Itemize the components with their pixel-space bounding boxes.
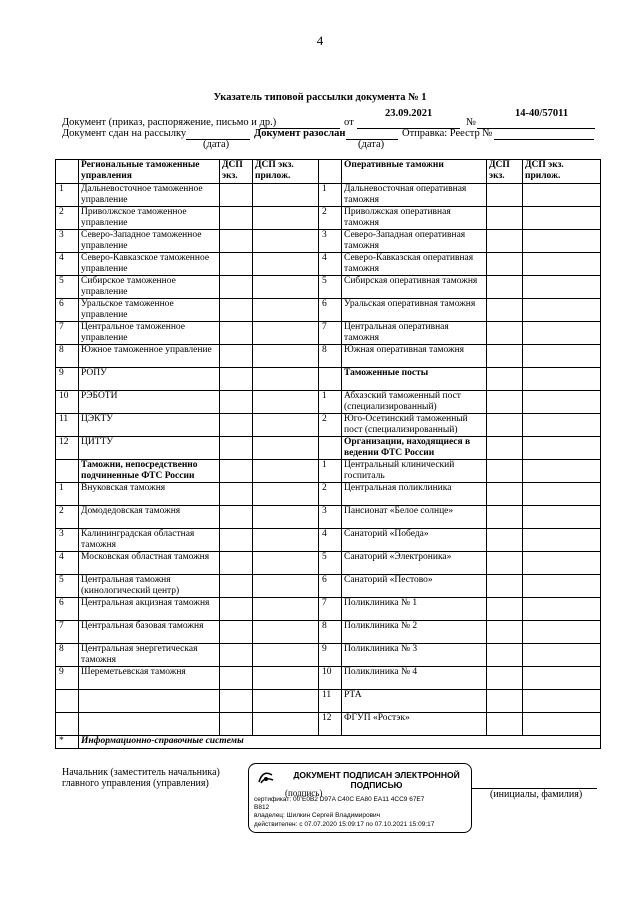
regional-name bbox=[79, 713, 220, 736]
dsp-copies-right bbox=[487, 253, 523, 276]
regional-name: РОПУ bbox=[79, 368, 220, 391]
from-label: от bbox=[344, 117, 354, 128]
dsp-copies-right bbox=[487, 207, 523, 230]
dsp-attachment-right bbox=[523, 575, 601, 598]
dsp-attachment-left bbox=[253, 644, 319, 667]
chief-title-line1: Начальник (заместитель начальника) bbox=[62, 767, 220, 778]
operational-name: Южная оперативная таможня bbox=[342, 345, 487, 368]
row-number-right bbox=[319, 437, 342, 460]
dsp-copies-right bbox=[487, 414, 523, 437]
operational-name: Поликлиника № 3 bbox=[342, 644, 487, 667]
operational-name: Пансионат «Белое солнце» bbox=[342, 506, 487, 529]
dsp-copies-left bbox=[220, 552, 253, 575]
table-row bbox=[56, 322, 601, 345]
regional-name: ЦЭКТУ bbox=[79, 414, 220, 437]
table-row bbox=[56, 299, 601, 322]
row-number-left: 11 bbox=[56, 414, 79, 437]
dsp-attachment-right bbox=[523, 437, 601, 460]
operational-name: Поликлиника № 4 bbox=[342, 667, 487, 690]
dsp-copies-left bbox=[220, 598, 253, 621]
row-number-right: 5 bbox=[319, 276, 342, 299]
dsp-copies-left bbox=[220, 690, 253, 713]
row-number-left: 4 bbox=[56, 552, 79, 575]
dsp-attachment-right bbox=[523, 644, 601, 667]
distribution-table bbox=[55, 159, 601, 749]
stamp-title: ДОКУМЕНТ ПОДПИСАН ЭЛЕКТРОННОЙ ПОДПИСЬЮ bbox=[293, 770, 460, 790]
row-number-right: 8 bbox=[319, 345, 342, 368]
owner-line: владелец: Шилкин Сергей Владимирович bbox=[254, 812, 381, 819]
row-number-right: 12 bbox=[319, 713, 342, 736]
dsp-copies-right bbox=[487, 460, 523, 483]
dsp-copies-right bbox=[487, 644, 523, 667]
dsp-copies-right bbox=[487, 483, 523, 506]
operational-name: Санаторий «Пестово» bbox=[342, 575, 487, 598]
regional-name: Центральная энергетическая таможня bbox=[79, 644, 220, 667]
e-signature-stamp bbox=[248, 763, 472, 833]
row-number-left: 8 bbox=[56, 644, 79, 667]
number-underline bbox=[477, 128, 595, 129]
row-number-right: 2 bbox=[319, 414, 342, 437]
dsp-attachment-left bbox=[253, 483, 319, 506]
document-title: Указатель типовой рассылки документа № 1 bbox=[213, 92, 427, 103]
regional-name: Московская областная таможня bbox=[79, 552, 220, 575]
dsp-copies-left bbox=[220, 230, 253, 253]
row-number-right: 4 bbox=[319, 253, 342, 276]
dsp-copies-left bbox=[220, 667, 253, 690]
dsp-copies-right bbox=[487, 529, 523, 552]
operational-name: Поликлиника № 2 bbox=[342, 621, 487, 644]
dsp-attachment-right bbox=[523, 207, 601, 230]
row-number-left: 4 bbox=[56, 253, 79, 276]
dsp-attachment-left bbox=[253, 368, 319, 391]
row-number-left: 10 bbox=[56, 391, 79, 414]
dsp-copies-right bbox=[487, 437, 523, 460]
row-number-left: 3 bbox=[56, 529, 79, 552]
dsp-copies-right bbox=[487, 713, 523, 736]
row-number-left: 7 bbox=[56, 322, 79, 345]
row-number-right: 7 bbox=[319, 598, 342, 621]
regional-header: Региональные таможенные управления bbox=[79, 160, 220, 184]
certificate-line: сертификат: 00 E0B2 D97A C40C EA80 EA11 4CC9 67E7 bbox=[254, 796, 425, 803]
table-row bbox=[56, 276, 601, 299]
row-number-right: 6 bbox=[319, 575, 342, 598]
operational-name: Центральная оперативная таможня bbox=[342, 322, 487, 345]
dsp-copies-left bbox=[220, 460, 253, 483]
row-number-right: 3 bbox=[319, 230, 342, 253]
operational-name: Уральская оперативная таможня bbox=[342, 299, 487, 322]
document-date: 23.09.2021 bbox=[385, 108, 433, 119]
row-number-left: 8 bbox=[56, 345, 79, 368]
regional-name: Внуковская таможня bbox=[79, 483, 220, 506]
row-number-left: 12 bbox=[56, 437, 79, 460]
validity-line: действителен: с 07.07.2020 15:09:17 по 07.10.2021 15:09:17 bbox=[254, 821, 435, 828]
initials-caption: (инициалы, фамилия) bbox=[490, 789, 583, 800]
regional-name: Центральная базовая таможня bbox=[79, 621, 220, 644]
regional-name bbox=[79, 690, 220, 713]
regional-name: Таможни, непосредственно подчиненные ФТС России bbox=[79, 460, 220, 483]
row-number-left bbox=[56, 690, 79, 713]
row-number-right: 1 bbox=[319, 184, 342, 207]
dsp-copies-right bbox=[487, 621, 523, 644]
dsp-attachment-right bbox=[523, 690, 601, 713]
dsp-attachment-left bbox=[253, 299, 319, 322]
dsp-header-right: ДСП экз. bbox=[487, 160, 523, 184]
row-number-left: 2 bbox=[56, 207, 79, 230]
operational-name: Центральная поликлиника bbox=[342, 483, 487, 506]
table-row bbox=[56, 506, 601, 529]
row-number-right: 1 bbox=[319, 391, 342, 414]
handed-label: Документ сдан на рассылку bbox=[62, 128, 187, 139]
regional-name: Уральское таможенное управление bbox=[79, 299, 220, 322]
dsp-attachment-right bbox=[523, 368, 601, 391]
dsp-copies-left bbox=[220, 184, 253, 207]
dsp-attachment-right bbox=[523, 253, 601, 276]
signature-caption: (подпись) bbox=[285, 788, 323, 798]
dsp-copies-right bbox=[487, 345, 523, 368]
row-number-left: 6 bbox=[56, 299, 79, 322]
regional-name: Калининградская областная таможня bbox=[79, 529, 220, 552]
dsp-attachment-right bbox=[523, 598, 601, 621]
dsp-attachment-right bbox=[523, 299, 601, 322]
regional-name: Северо-Западное таможенное управление bbox=[79, 230, 220, 253]
regional-name: Домодедовская таможня bbox=[79, 506, 220, 529]
dsp-attachment-right bbox=[523, 414, 601, 437]
row-number-left: 7 bbox=[56, 621, 79, 644]
dsp-copies-left bbox=[220, 506, 253, 529]
dsp-copies-left bbox=[220, 368, 253, 391]
table-row bbox=[56, 391, 601, 414]
doc-type-label: Документ (приказ, распоряжение, письмо и др.) bbox=[62, 117, 277, 128]
certificate-line-2: B812 bbox=[254, 804, 270, 811]
row-number-right: 6 bbox=[319, 299, 342, 322]
operational-name: Абхазский таможенный пост (специализированный) bbox=[342, 391, 487, 414]
dsp-attachment-right bbox=[523, 322, 601, 345]
row-number-left: 2 bbox=[56, 506, 79, 529]
regional-name: РЭБОТИ bbox=[79, 391, 220, 414]
dsp-copies-left bbox=[220, 391, 253, 414]
operational-name: Дальневосточная оперативная таможня bbox=[342, 184, 487, 207]
operational-name: Санаторий «Победа» bbox=[342, 529, 487, 552]
dsp-attachment-right bbox=[523, 391, 601, 414]
regional-name: Дальневосточное таможенное управление bbox=[79, 184, 220, 207]
row-number-right: 8 bbox=[319, 621, 342, 644]
table-row bbox=[56, 690, 601, 713]
dsp-attachment-left bbox=[253, 437, 319, 460]
dsp-copies-left bbox=[220, 483, 253, 506]
table-row bbox=[56, 483, 601, 506]
operational-name: Организации, находящиеся в ведении ФТС России bbox=[342, 437, 487, 460]
row-number-right: 2 bbox=[319, 483, 342, 506]
row-number-right: 10 bbox=[319, 667, 342, 690]
operational-name: Приволжская оперативная таможня bbox=[342, 207, 487, 230]
row-number-right: 1 bbox=[319, 460, 342, 483]
dsp-copies-left bbox=[220, 713, 253, 736]
dsp-copies-right bbox=[487, 276, 523, 299]
dsp-copies-left bbox=[220, 644, 253, 667]
dsp-header-left: ДСП экз. bbox=[220, 160, 253, 184]
regional-name: Центральная таможня (кинологический центр) bbox=[79, 575, 220, 598]
dsp-attachment-right bbox=[523, 345, 601, 368]
dsp-attachment-left bbox=[253, 598, 319, 621]
row-number-right bbox=[319, 368, 342, 391]
dsp-copies-right bbox=[487, 184, 523, 207]
dsp-attachment-left bbox=[253, 667, 319, 690]
dsp-copies-right bbox=[487, 575, 523, 598]
dsp-attachment-left bbox=[253, 552, 319, 575]
row-number-right: 9 bbox=[319, 644, 342, 667]
dsp-attachment-left bbox=[253, 621, 319, 644]
dsp-attachment-header-left: ДСП экз. прилож. bbox=[253, 160, 319, 184]
dsp-attachment-left bbox=[253, 391, 319, 414]
regional-name: Северо-Кавказское таможенное управление bbox=[79, 253, 220, 276]
number-label: № bbox=[466, 117, 477, 128]
operational-name: РТА bbox=[342, 690, 487, 713]
table-row bbox=[56, 368, 601, 391]
dsp-attachment-right bbox=[523, 460, 601, 483]
regional-name: Центральная акцизная таможня bbox=[79, 598, 220, 621]
signature-stamp-icon bbox=[257, 770, 275, 786]
footer-mark: * bbox=[56, 736, 79, 749]
dsp-attachment-right bbox=[523, 230, 601, 253]
operational-name: Юго-Осетинский таможенный пост (специализированный) bbox=[342, 414, 487, 437]
table-row bbox=[56, 575, 601, 598]
dsp-attachment-left bbox=[253, 690, 319, 713]
operational-name: ФГУП «Ростэк» bbox=[342, 713, 487, 736]
row-number-left: 1 bbox=[56, 184, 79, 207]
dsp-copies-right bbox=[487, 667, 523, 690]
regional-name: Южное таможенное управление bbox=[79, 345, 220, 368]
dsp-attachment-right bbox=[523, 713, 601, 736]
dsp-copies-left bbox=[220, 299, 253, 322]
chief-title-line2: главного управления (управления) bbox=[62, 778, 209, 789]
dsp-attachment-left bbox=[253, 529, 319, 552]
row-number-left: 5 bbox=[56, 575, 79, 598]
dispatch-label: Отправка: Реестр № bbox=[402, 128, 493, 139]
dsp-copies-left bbox=[220, 253, 253, 276]
dsp-attachment-left bbox=[253, 713, 319, 736]
regional-name: ЦИТТУ bbox=[79, 437, 220, 460]
row-number-left: 1 bbox=[56, 483, 79, 506]
table-row bbox=[56, 207, 601, 230]
info-systems-label: Информационно-справочные системы bbox=[79, 736, 601, 749]
dsp-attachment-left bbox=[253, 414, 319, 437]
operational-name: Центральный клинический госпиталь bbox=[342, 460, 487, 483]
table-row bbox=[56, 529, 601, 552]
regional-name: Сибирское таможенное управление bbox=[79, 276, 220, 299]
row-number-right: 4 bbox=[319, 529, 342, 552]
row-number-right: 11 bbox=[319, 690, 342, 713]
dsp-attachment-left bbox=[253, 322, 319, 345]
dsp-attachment-left bbox=[253, 345, 319, 368]
table-row bbox=[56, 460, 601, 483]
dsp-attachment-left bbox=[253, 575, 319, 598]
header-num-cell bbox=[56, 160, 79, 184]
dsp-copies-left bbox=[220, 437, 253, 460]
table-row bbox=[56, 644, 601, 667]
dsp-copies-right bbox=[487, 690, 523, 713]
table-row bbox=[56, 230, 601, 253]
table-row bbox=[56, 598, 601, 621]
dsp-attachment-right bbox=[523, 483, 601, 506]
dsp-attachment-header-right: ДСП экз. прилож. bbox=[523, 160, 601, 184]
dsp-attachment-left bbox=[253, 230, 319, 253]
dsp-attachment-left bbox=[253, 253, 319, 276]
document-number: 14-40/57011 bbox=[515, 108, 569, 119]
table-row bbox=[56, 414, 601, 437]
dsp-copies-right bbox=[487, 322, 523, 345]
table-row bbox=[56, 667, 601, 690]
dsp-attachment-right bbox=[523, 552, 601, 575]
table-row bbox=[56, 713, 601, 736]
table-row bbox=[56, 184, 601, 207]
date-caption-2: (дата) bbox=[358, 139, 385, 150]
dsp-attachment-right bbox=[523, 667, 601, 690]
page-number: 4 bbox=[316, 33, 324, 48]
dsp-attachment-left bbox=[253, 207, 319, 230]
row-number-right: 2 bbox=[319, 207, 342, 230]
dsp-copies-left bbox=[220, 575, 253, 598]
dsp-copies-right bbox=[487, 506, 523, 529]
table-row bbox=[56, 552, 601, 575]
operational-name: Сибирская оперативная таможня bbox=[342, 276, 487, 299]
operational-name: Северо-Западная оперативная таможня bbox=[342, 230, 487, 253]
row-number-right: 7 bbox=[319, 322, 342, 345]
dsp-copies-left bbox=[220, 322, 253, 345]
dsp-copies-left bbox=[220, 621, 253, 644]
dsp-attachment-right bbox=[523, 276, 601, 299]
dsp-copies-left bbox=[220, 414, 253, 437]
dsp-copies-right bbox=[487, 230, 523, 253]
footer-row bbox=[56, 736, 601, 749]
regional-name: Центральное таможенное управление bbox=[79, 322, 220, 345]
dsp-attachment-right bbox=[523, 506, 601, 529]
operational-name: Санаторий «Электроника» bbox=[342, 552, 487, 575]
dsp-attachment-right bbox=[523, 621, 601, 644]
registry-underline bbox=[494, 139, 594, 140]
dsp-attachment-left bbox=[253, 460, 319, 483]
table-row bbox=[56, 437, 601, 460]
table-row bbox=[56, 253, 601, 276]
row-number-left: 6 bbox=[56, 598, 79, 621]
regional-name: Приволжское таможенное управление bbox=[79, 207, 220, 230]
row-number-left: 3 bbox=[56, 230, 79, 253]
operational-name: Поликлиника № 1 bbox=[342, 598, 487, 621]
dsp-attachment-left bbox=[253, 506, 319, 529]
dsp-attachment-left bbox=[253, 184, 319, 207]
operational-name: Таможенные посты bbox=[342, 368, 487, 391]
dsp-copies-right bbox=[487, 598, 523, 621]
table-row bbox=[56, 621, 601, 644]
row-number-left: 9 bbox=[56, 368, 79, 391]
table-row bbox=[56, 345, 601, 368]
dsp-copies-left bbox=[220, 345, 253, 368]
dsp-attachment-right bbox=[523, 529, 601, 552]
operational-header: Оперативные таможни bbox=[342, 160, 487, 184]
date-caption-1: (дата) bbox=[203, 139, 230, 150]
table-header-row bbox=[56, 160, 601, 184]
dsp-copies-right bbox=[487, 552, 523, 575]
row-number-left bbox=[56, 460, 79, 483]
operational-name: Северо-Кавказская оперативная таможня bbox=[342, 253, 487, 276]
row-number-left bbox=[56, 713, 79, 736]
dsp-copies-right bbox=[487, 368, 523, 391]
dsp-copies-left bbox=[220, 276, 253, 299]
sent-label: Документ разослан bbox=[254, 128, 346, 139]
row-number-right: 5 bbox=[319, 552, 342, 575]
dsp-attachment-right bbox=[523, 184, 601, 207]
row-number-left: 5 bbox=[56, 276, 79, 299]
dsp-copies-left bbox=[220, 207, 253, 230]
dsp-copies-left bbox=[220, 529, 253, 552]
row-number-left: 9 bbox=[56, 667, 79, 690]
dsp-attachment-left bbox=[253, 276, 319, 299]
dsp-copies-right bbox=[487, 299, 523, 322]
row-number-right: 3 bbox=[319, 506, 342, 529]
regional-name: Шереметьевская таможня bbox=[79, 667, 220, 690]
header-num-cell bbox=[319, 160, 342, 184]
dsp-copies-right bbox=[487, 391, 523, 414]
